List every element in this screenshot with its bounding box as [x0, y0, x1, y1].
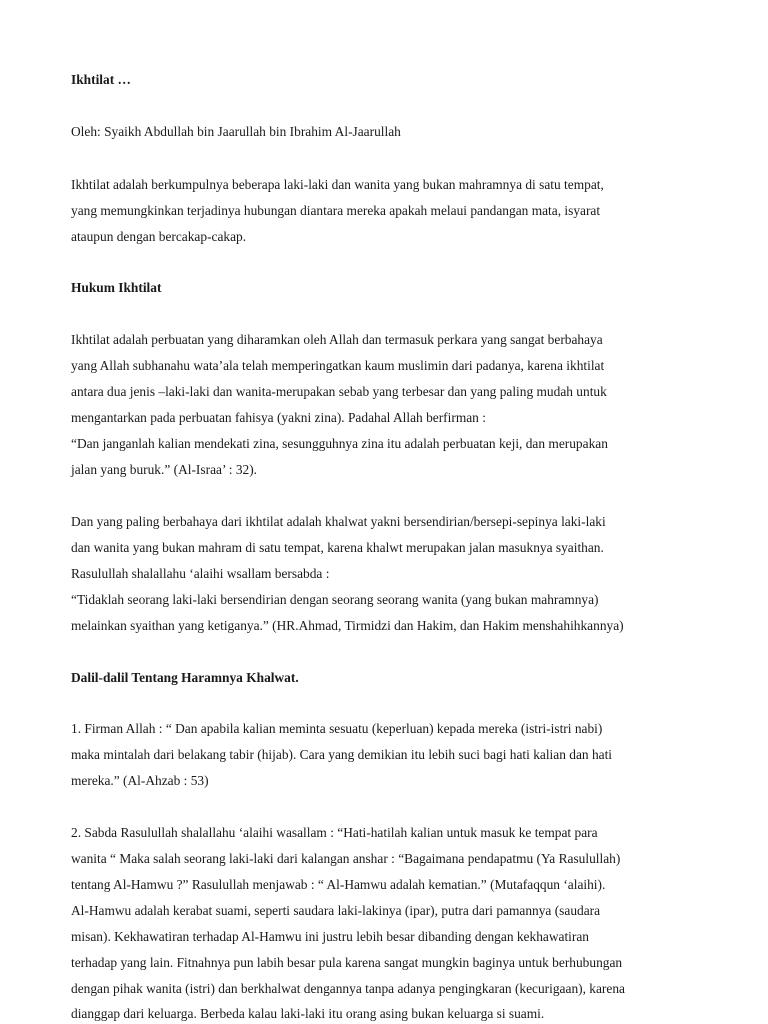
dalil-2-line: misan). Kekhawatiran terhadap Al-Hamwu ini justru lebih besar dibanding dengan kekhawatiran [71, 929, 589, 944]
dalil-2-line: tentang Al-Hamwu ?” Rasulullah menjawab : “ Al-Hamwu adalah kematian.” (Mutafaqqun ‘alaihi). [71, 877, 606, 892]
heading-dalil-khalwat: Dalil-dalil Tentang Haramnya Khalwat. [71, 670, 299, 685]
dalil-2-line: Al-Hamwu adalah kerabat suami, seperti saudara laki-lakinya (ipar), putra dari pamannya (saudara [71, 903, 601, 918]
khalwat-line: melainkan syaithan yang ketiganya.” (HR.Ahmad, Tirmidzi dan Hakim, dan Hakim menshahihkannya) [71, 618, 624, 633]
dalil-2-line: dengan pihak wanita (istri) dan berkhalwat dengannya tanpa adanya pengingkaran (kecurigaan), karena [71, 981, 625, 996]
dalil-2-line: 2. Sabda Rasulullah shalallahu ‘alaihi wasallam : “Hati-hatilah kalian untuk masuk ke tempat para [71, 825, 598, 840]
hukum-line: jalan yang buruk.” (Al-Israa’ : 32). [71, 462, 258, 477]
dalil-2-line: dianggap dari keluarga. Berbeda kalau laki-laki itu orang asing bukan keluarga si suami. [71, 1006, 545, 1021]
heading-hukum-ikhtilat: Hukum Ikhtilat [71, 280, 162, 295]
khalwat-line: Dan yang paling berbahaya dari ikhtilat adalah khalwat yakni bersendirian/bersepi-sepinya laki-laki [71, 514, 606, 529]
dalil-2-line: wanita “ Maka salah seorang laki-laki dari kalangan anshar : “Bagaimana pendapatmu (Ya Rasulullah) [71, 851, 621, 866]
dalil-1-line: mereka.” (Al-Ahzab : 53) [71, 773, 209, 788]
hukum-line: yang Allah subhanahu wata’ala telah memperingatkan kaum muslimin dari padanya, karena ikhtilat [71, 358, 605, 373]
khalwat-line: Rasulullah shalallahu ‘alaihi wsallam bersabda : [71, 566, 330, 581]
intro-line: yang memungkinkan terjadinya hubungan diantara mereka apakah melaui pandangan mata, isyarat [71, 203, 601, 218]
hukum-line: “Dan janganlah kalian mendekati zina, sesungguhnya zina itu adalah perbuatan keji, dan merupakan [71, 436, 608, 451]
dalil-1-line: 1. Firman Allah : “ Dan apabila kalian meminta sesuatu (keperluan) kepada mereka (istri-istri nabi) [71, 721, 603, 736]
document-title: Ikhtilat … [71, 72, 131, 87]
dalil-1-line: maka mintalah dari belakang tabir (hijab). Cara yang demikian itu lebih suci bagi hati kalian dan hati [71, 747, 613, 762]
intro-line: ataupun dengan bercakap-cakap. [71, 229, 247, 244]
hukum-line: mengantarkan pada perbuatan fahisya (yakni zina). Padahal Allah berfirman : [71, 410, 486, 425]
dalil-2-line: terhadap yang lain. Fitnahnya pun labih besar pula karena sangat mungkin baginya untuk berhubungan [71, 955, 623, 970]
khalwat-line: dan wanita yang bukan mahram di satu tempat, karena khalwt merupakan jalan masuknya syaithan. [71, 540, 604, 555]
byline: Oleh: Syaikh Abdullah bin Jaarullah bin Ibrahim Al-Jaarullah [71, 124, 401, 139]
intro-line: Ikhtilat adalah berkumpulnya beberapa laki-laki dan wanita yang bukan mahramnya di satu tempat, [71, 177, 604, 192]
hukum-line: antara dua jenis –laki-laki dan wanita-merupakan sebab yang terbesar dan yang paling mudah untuk [71, 384, 607, 399]
khalwat-line: “Tidaklah seorang laki-laki bersendirian dengan seorang seorang wanita (yang bukan mahramnya) [71, 592, 599, 607]
hukum-line: Ikhtilat adalah perbuatan yang diharamkan oleh Allah dan termasuk perkara yang sangat berbahaya [71, 332, 603, 347]
